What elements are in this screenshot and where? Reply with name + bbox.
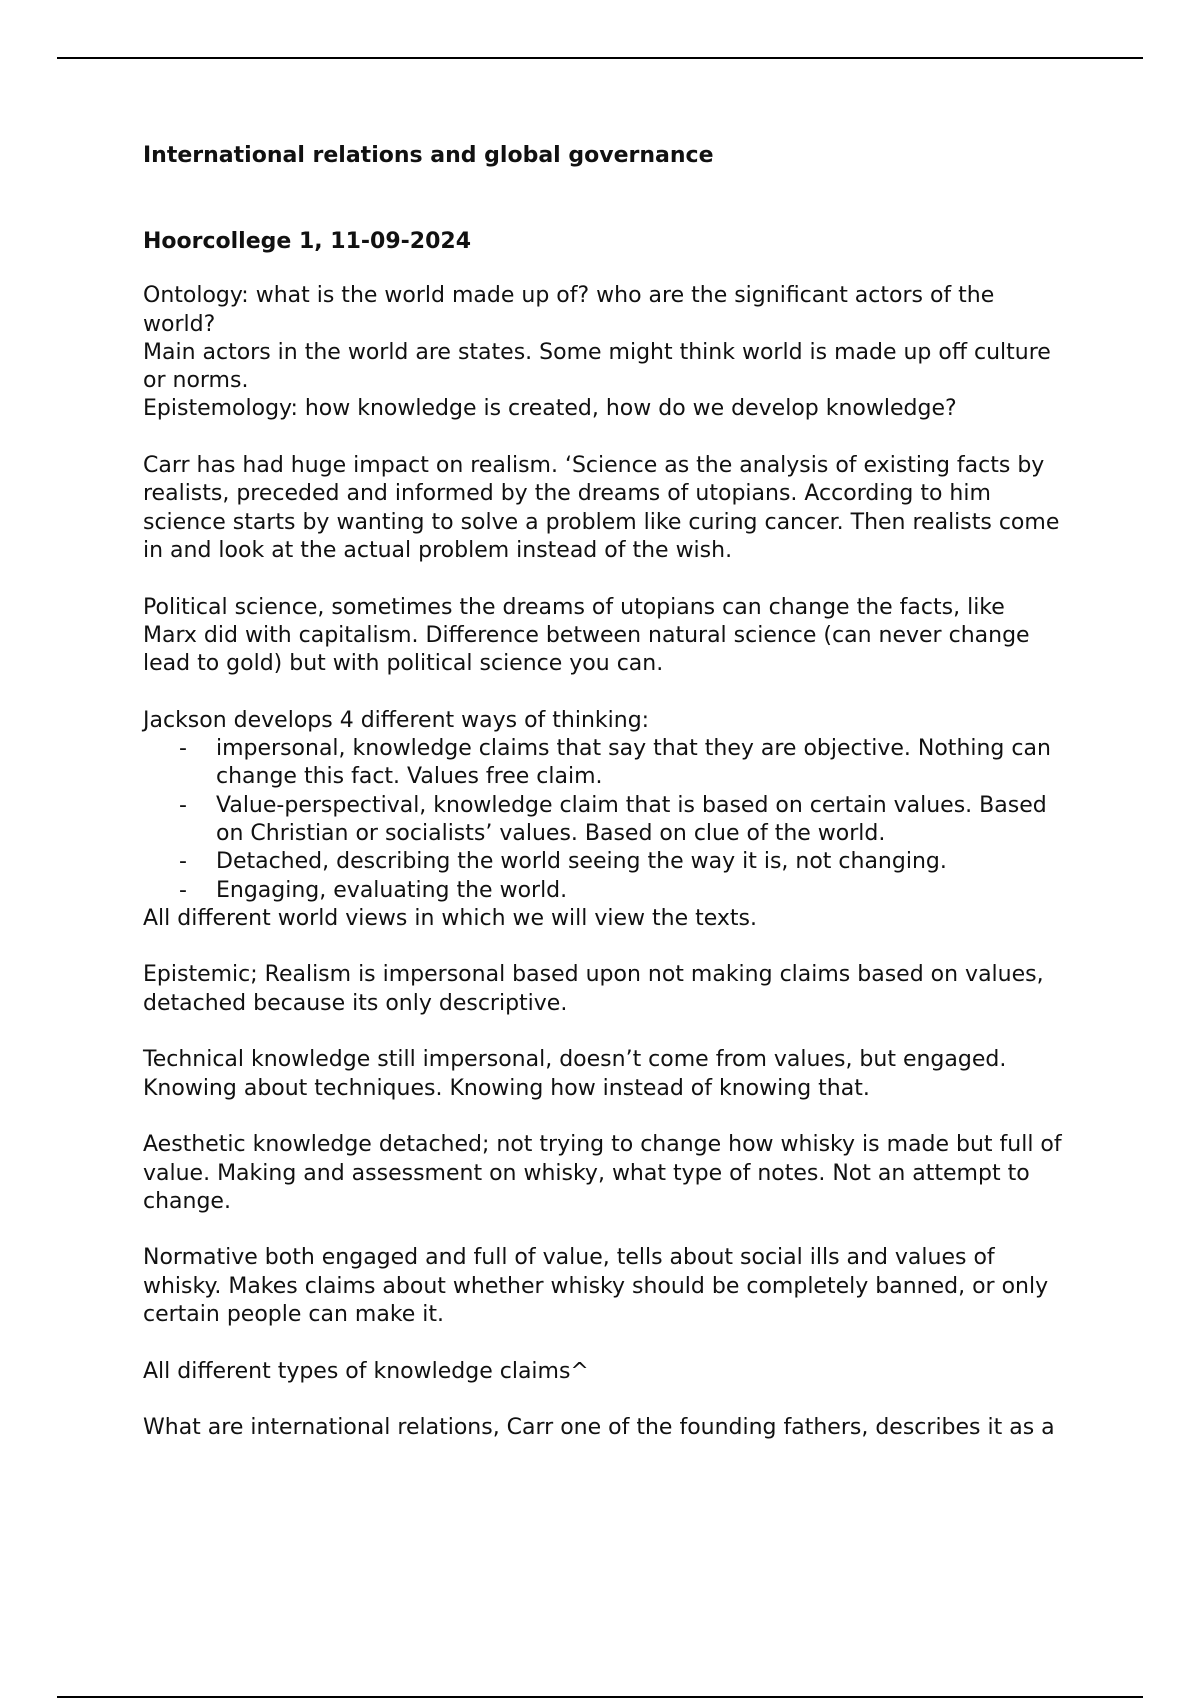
- jackson-list: [143, 735, 1063, 905]
- bullet-dash: -: [179, 792, 187, 818]
- technical-paragraph: Technical knowledge still impersonal, doesn’t come from values, but engaged. Knowing about techniques. Knowing how instead of knowing that.: [143, 1047, 1007, 1101]
- claims-paragraph: All different types of knowledge claims^: [143, 1358, 589, 1384]
- list-item: [143, 735, 1063, 792]
- footer-rule: [57, 1696, 1143, 1698]
- jackson-intro: Jackson develops 4 different ways of thinking:: [143, 707, 650, 733]
- main-actors-line: Main actors in the world are states. Some might think world is made up off culture or norms.: [143, 339, 1051, 394]
- list-item-text: impersonal, knowledge claims that say that they are objective. Nothing can change this fact. Values free claim.: [216, 736, 1051, 790]
- carr-paragraph: Carr has had huge impact on realism. ‘Science as the analysis of existing facts by realists, preceded and informed by the dreams of utopians. According to him science starts by wanting to solve a problem like curing cancer. Then realists come in and look at the actual problem instead of the wish.: [143, 453, 1060, 563]
- jackson-block: [143, 707, 1063, 933]
- list-item-text: Value-perspectival, knowledge claim that is based on certain values. Based on Christian or socialists’ values. Based on clue of the world.: [216, 792, 1047, 846]
- document-title: International relations and global governance: [143, 143, 714, 168]
- list-item: [143, 877, 1063, 905]
- international-relations-paragraph: What are international relations, Carr one of the founding fathers, describes it as a: [143, 1415, 1055, 1441]
- list-item: [143, 848, 1063, 876]
- bullet-dash: -: [179, 849, 187, 875]
- bullet-dash: -: [179, 877, 187, 903]
- political-science-paragraph: Political science, sometimes the dreams of utopians can change the facts, like Marx did with capitalism. Difference between natural science (can never change lead to gold) but with political science you can.: [143, 594, 1030, 677]
- bullet-dash: -: [179, 736, 187, 762]
- lecture-heading: Hoorcollege 1, 11-09-2024: [143, 229, 472, 254]
- epistemic-paragraph: Epistemic; Realism is impersonal based upon not making claims based on values, detached because its only descriptive.: [143, 962, 1044, 1016]
- jackson-outro: All different world views in which we will view the texts.: [143, 905, 757, 931]
- header-rule: [57, 57, 1143, 59]
- list-item-text: Detached, describing the world seeing the way it is, not changing.: [216, 849, 947, 875]
- normative-paragraph: Normative both engaged and full of value, tells about social ills and values of whisky. Makes claims about whether whisky should be completely banned, or only certain people can make it.: [143, 1245, 1049, 1327]
- aesthetic-paragraph: Aesthetic knowledge detached; not trying to change how whisky is made but full of value. Making and assessment on whisky, what type of notes. Not an attempt to change.: [143, 1132, 1062, 1214]
- document-body: [143, 142, 1063, 1442]
- list-item: [143, 792, 1063, 849]
- ontology-line: Ontology: what is the world made up of? who are the significant actors of the world?: [143, 283, 995, 337]
- epistemology-line: Epistemology: how knowledge is created, how do we develop knowledge?: [143, 396, 957, 422]
- ontology-block: [143, 282, 1063, 423]
- list-item-text: Engaging, evaluating the world.: [216, 877, 568, 903]
